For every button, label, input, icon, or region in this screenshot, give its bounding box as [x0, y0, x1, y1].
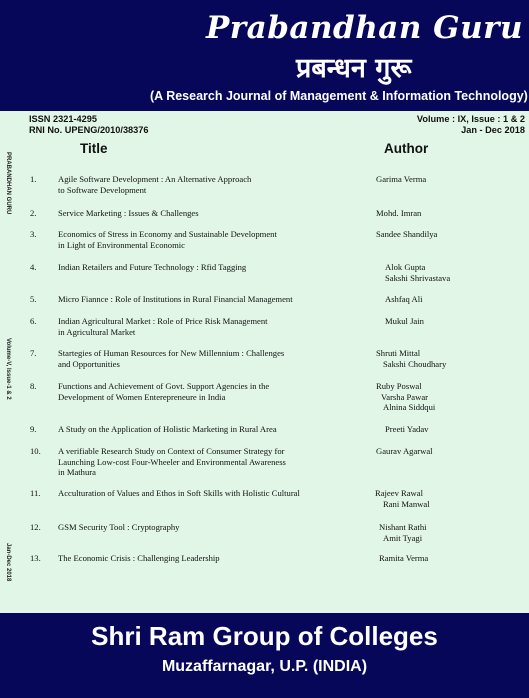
toc-number: 13.	[30, 553, 41, 563]
toc-number: 4.	[30, 262, 37, 272]
issn: ISSN 2321-4295	[29, 114, 97, 124]
toc-author: Shruti Mittal	[376, 348, 421, 358]
toc-title: Acculturation of Values and Ethos in Soft Skills with Holistic Cultural	[58, 488, 300, 498]
toc-number: 7.	[30, 348, 37, 358]
toc-title: A verifiable Research Study on Context of Consumer Strategy for Launching Low-cost Four-Wheeler and Environmental Awareness in Mathura	[58, 446, 286, 477]
author-column-header: Author	[384, 141, 429, 156]
toc-title: Service Marketing : Issues & Challenges	[58, 208, 199, 218]
college-location: Muzaffarnagar, U.P. (INDIA)	[161, 658, 368, 675]
college-name: Shri Ram Group of Colleges	[91, 621, 438, 651]
toc-title: The Economic Crisis : Challenging Leadership	[58, 553, 220, 563]
toc-number: 9.	[30, 424, 37, 434]
toc-author: Sakshi Choudhary	[383, 358, 447, 369]
toc-title: Startegies of Human Resources for New Millennium : Challenges and Opportunities	[58, 348, 285, 369]
toc-number: 12.	[30, 522, 41, 532]
toc-title: Indian Agricultural Market : Role of Price Risk Management in Agricultural Market	[58, 316, 268, 337]
toc-author: Gaurav Agarwal	[376, 446, 433, 456]
spine-volume: Volume-V, Issue-1 & 2	[5, 338, 11, 400]
toc-number: 11.	[30, 488, 41, 498]
toc-author: Nishant Rathi	[379, 522, 427, 532]
spine-journal-name: PRABANDHAN GURU	[5, 152, 11, 215]
toc-author: Alnina Siddqui	[383, 402, 436, 412]
toc-number: 2.	[30, 208, 37, 218]
toc-title: Economics of Stress in Economy and Sustainable Development in Light of Environmental Economic	[58, 229, 277, 250]
title-column-header: Title	[80, 141, 108, 156]
journal-title: Prabandhan Guru	[206, 10, 524, 46]
rni-number: RNI No. UPENG/2010/38376	[29, 125, 149, 135]
toc-author: Sakshi Shrivastava	[385, 272, 451, 283]
toc-author: Rani Manwal	[383, 498, 430, 509]
journal-title-hindi: प्रबन्धन गुरू	[296, 53, 412, 84]
toc-author: Sandee Shandilya	[376, 229, 438, 239]
toc-author: Ashfaq Ali	[385, 294, 423, 304]
toc-author: Garima Verma	[376, 174, 427, 184]
toc-title: Functions and Achievement of Govt. Support Agencies in the Development of Women Enterepreneure in India	[58, 381, 270, 402]
toc-number: 1.	[30, 174, 37, 184]
toc-author: Rajeev Rawal	[375, 488, 423, 498]
toc-author: Varsha Pawar	[381, 391, 429, 402]
toc-number: 6.	[30, 316, 37, 326]
toc-number: 8.	[30, 381, 37, 391]
toc-author: Alok Gupta	[385, 262, 426, 272]
toc-title: A Study on the Application of Holistic Marketing in Rural Area	[58, 424, 277, 434]
issue-period: Jan - Dec 2018	[461, 125, 525, 135]
volume-issue: Volume : IX, Issue : 1 & 2	[416, 114, 525, 124]
toc-title: GSM Security Tool : Cryptography	[58, 522, 180, 532]
toc-author: Ramita Verma	[379, 553, 429, 563]
journal-subtitle: (A Research Journal of Management & Information Technology)	[150, 89, 528, 103]
toc-author: Mukul Jain	[385, 316, 424, 326]
toc-title: Micro Fiannce : Role of Institutions in Rural Financial Management	[58, 294, 293, 304]
toc-author: Preeti Yadav	[385, 424, 429, 434]
toc-number: 10.	[30, 446, 41, 456]
toc-title: Indian Retailers and Future Technology : Rfid Tagging	[58, 262, 247, 272]
toc-number: 5.	[30, 294, 37, 304]
toc-author: Mohd. Imran	[376, 208, 422, 218]
toc-title: Agile Software Development : An Alternative Approach to Software Development	[58, 174, 252, 195]
toc-author: Amit Tyagi	[383, 532, 423, 543]
spine-date: Jan-Dec 2018	[5, 543, 11, 582]
toc-author: Ruby Poswal	[376, 381, 422, 391]
toc-number: 3.	[30, 229, 37, 239]
